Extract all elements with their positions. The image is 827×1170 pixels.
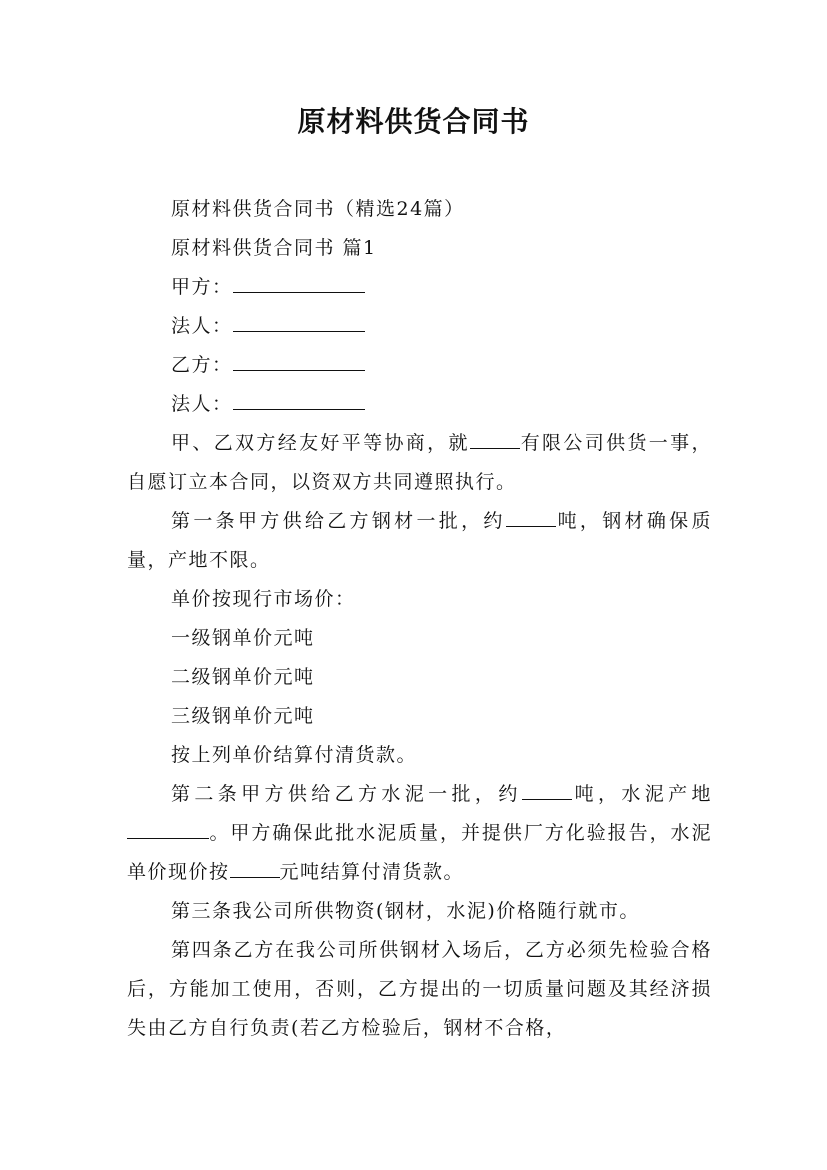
grade-2-price: 二级钢单价元吨 [171, 666, 315, 688]
grade-3-price: 三级钢单价元吨 [171, 705, 315, 727]
article-2-text-3: 。甲方确保此批水泥质量，并提供厂方化验报告，水泥单价现价按 [127, 822, 712, 883]
subtitle: 原材料供货合同书（精选24篇） [171, 198, 465, 220]
document-title: 原材料供货合同书 [297, 105, 530, 138]
legal-rep-b-label: 法人： [171, 393, 233, 415]
article-1 [127, 502, 712, 580]
legal-rep-a-blank [233, 309, 365, 332]
party-a-label: 甲方： [171, 276, 233, 298]
party-a-blank [233, 270, 365, 293]
settlement-line: 按上列单价结算付清货款。 [171, 744, 418, 766]
article-4: 第四条乙方在我公司所供钢材入场后，乙方必须先检验合格后，方能加工使用，否则，乙方提出的一切质量问题及其经济损失由乙方自行负责(若乙方检验后，钢材不合格， [127, 939, 712, 1039]
article-2-text-4: 元吨结算付清货款。 [279, 861, 465, 883]
article-2 [127, 775, 712, 892]
steel-tonnage-blank [506, 504, 556, 527]
party-b-label: 乙方： [171, 354, 233, 376]
legal-rep-a-label: 法人： [171, 315, 233, 337]
party-a-line [127, 268, 712, 307]
cement-tonnage-blank [522, 777, 572, 800]
article-2-text-2: 吨，水泥产地 [571, 783, 712, 805]
cement-price-blank [230, 855, 280, 878]
article-2-text-1: 第二条甲方供给乙方水泥一批，约 [171, 783, 522, 805]
document-body [127, 190, 712, 1048]
company-blank [470, 426, 520, 449]
intro-paragraph [127, 424, 712, 502]
article-1-text-2: 吨，钢材确保质量，产地不限。 [127, 510, 712, 571]
party-b-line [127, 346, 712, 385]
party-b-blank [233, 348, 365, 371]
cement-origin-blank [127, 816, 209, 839]
article-1-text-1: 第一条甲方供给乙方钢材一批，约 [171, 510, 506, 532]
price-heading: 单价按现行市场价： [171, 588, 356, 610]
section-heading: 原材料供货合同书 篇1 [171, 237, 377, 259]
intro-text-1: 甲、乙双方经友好平等协商，就 [171, 432, 470, 454]
grade-1-price: 一级钢单价元吨 [171, 627, 315, 649]
legal-rep-a-line [127, 307, 712, 346]
legal-rep-b-blank [233, 387, 365, 410]
legal-rep-b-line [127, 385, 712, 424]
article-3: 第三条我公司所供物资(钢材，水泥)价格随行就市。 [171, 900, 640, 922]
intro-text-2: 有限公司供货一事，自愿订立本合同，以资双方共同遵照执行。 [127, 432, 712, 493]
